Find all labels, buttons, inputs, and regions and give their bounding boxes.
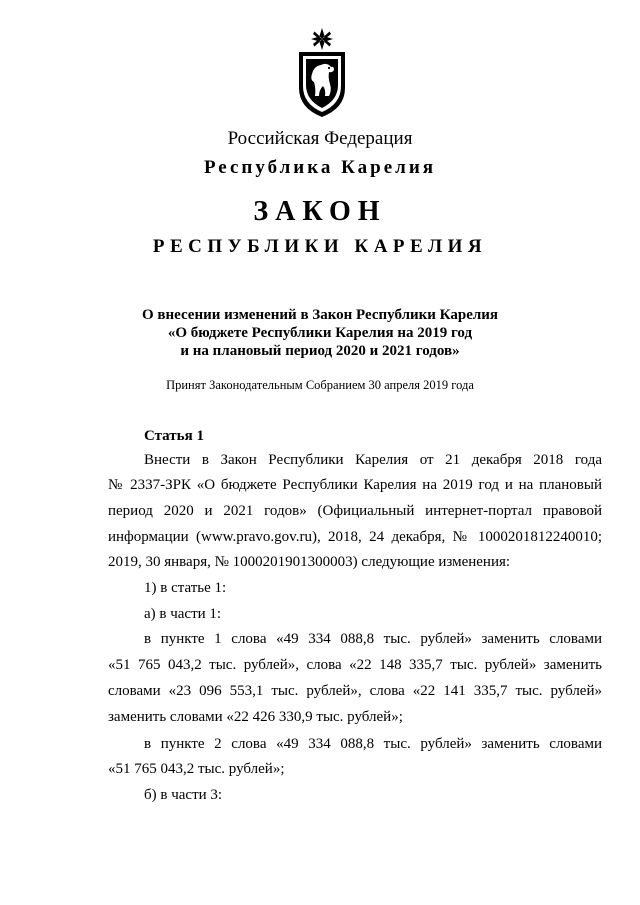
paragraph-line: в пункте 2 слова «49 334 088,8 тыс. рублей» заменить словами bbox=[144, 736, 602, 752]
paragraph-line: «51 765 043,2 тыс. рублей»; bbox=[108, 761, 285, 777]
paragraph-line: в пункте 1 слова «49 334 088,8 тыс. рублей» заменить словами bbox=[144, 631, 602, 647]
law-title-line: и на плановый период 2020 и 2021 годов» bbox=[180, 343, 460, 359]
paragraph-line: период 2020 и 2021 годов» (Официальный интернет-портал правовой bbox=[108, 503, 602, 519]
list-item: б) в части 3: bbox=[144, 787, 223, 803]
country-name: Российская Федерация bbox=[227, 128, 413, 149]
paragraph-line: № 2337-ЗРК «О бюджете Республики Карелия на 2019 год и на плановый bbox=[108, 477, 602, 493]
document-issuer: РЕСПУБЛИКИ КАРЕЛИЯ bbox=[152, 236, 488, 257]
law-title-line: «О бюджете Республики Карелия на 2019 год bbox=[167, 325, 473, 341]
law-title-line: О внесении изменений в Закон Республики Карелия bbox=[141, 307, 499, 323]
adoption-note: Принят Законодательным Собранием 30 апреля 2019 года bbox=[166, 378, 474, 392]
paragraph-line: 2019, 30 января, № 1000201901300003) следующие изменения: bbox=[108, 554, 511, 570]
paragraph-line: словами «23 096 553,1 тыс. рублей», слова «22 141 335,7 тыс. рублей» bbox=[108, 683, 602, 699]
paragraph-line: Внести в Закон Республики Карелия от 21 декабря 2018 года bbox=[144, 452, 602, 468]
coat-of-arms-emblem bbox=[296, 28, 348, 118]
article-heading: Статья 1 bbox=[144, 428, 204, 444]
document-type: ЗАКОН bbox=[253, 196, 387, 227]
list-item: 1) в статье 1: bbox=[144, 580, 227, 596]
paragraph-line: информации (www.pravo.gov.ru), 2018, 24 декабря, № 1000201812240010; bbox=[108, 529, 602, 545]
paragraph-line: заменить словами «22 426 330,9 тыс. рублей»; bbox=[108, 709, 403, 725]
list-item: а) в части 1: bbox=[144, 606, 222, 622]
paragraph-line: «51 765 043,2 тыс. рублей», слова «22 148 335,7 тыс. рублей» заменить bbox=[108, 657, 602, 673]
republic-name: Республика Карелия bbox=[203, 157, 437, 178]
